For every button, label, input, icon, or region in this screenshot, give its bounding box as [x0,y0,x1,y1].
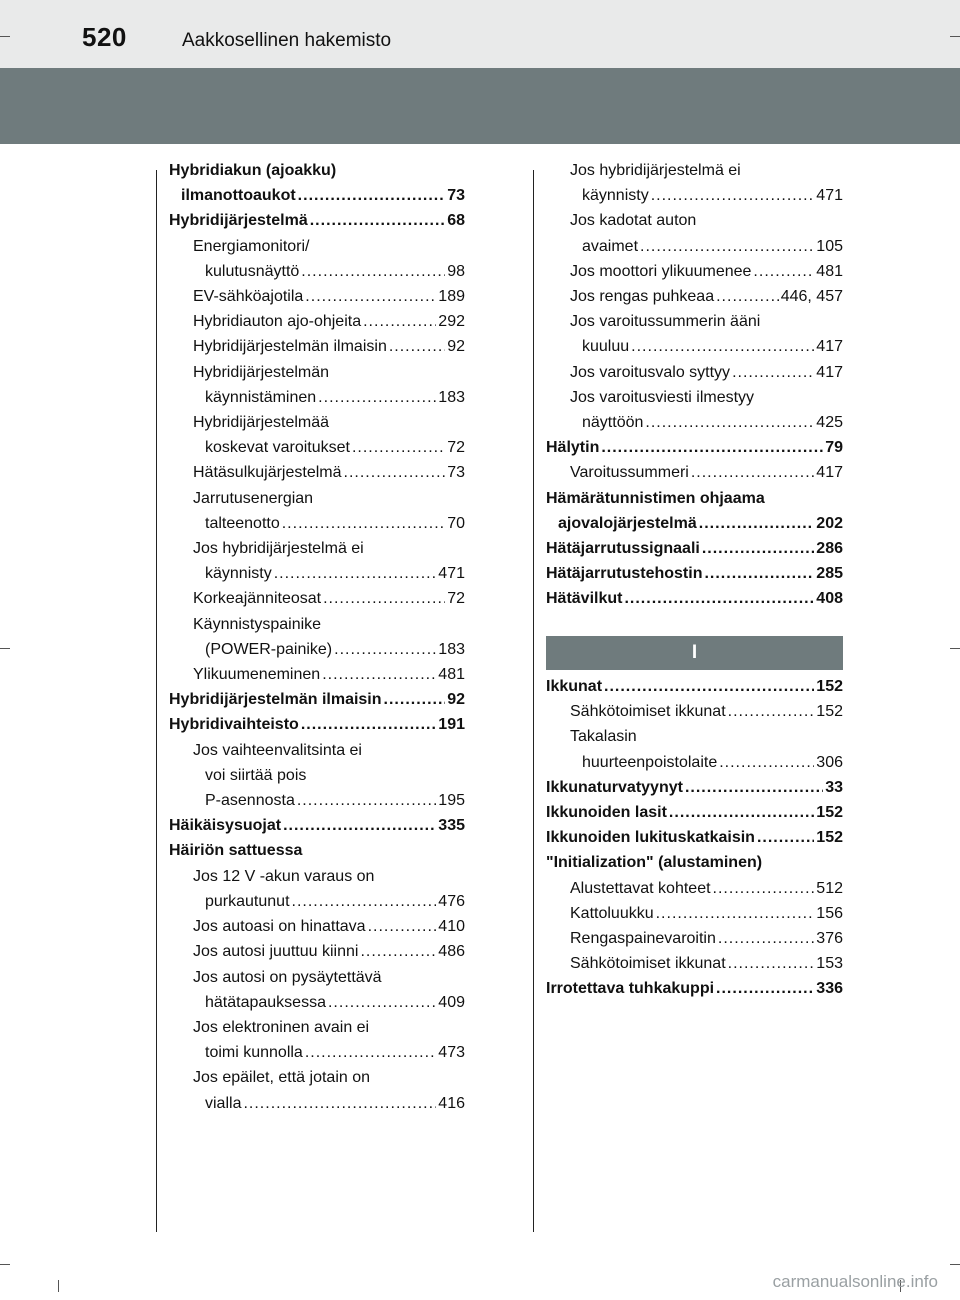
index-entry-text: Ikkunat [546,678,603,695]
index-entry [169,687,465,712]
index-entry-text: Jos hybridijärjestelmä ei [570,162,741,179]
watermark: carmanualsonline.info [772,1272,938,1291]
index-entry [169,712,465,737]
dot-leader [282,511,445,536]
index-page-number[interactable]: 473 [438,1044,465,1062]
index-entry [169,536,465,586]
index-entry [169,460,465,485]
index-page-number[interactable]: 471 [438,565,465,583]
index-page-number[interactable]: 417 [816,338,843,356]
index-page-number[interactable]: 292 [438,313,465,331]
index-entry-text: kuuluu [582,338,630,356]
index-page-number[interactable]: 512 [816,879,843,897]
crop-mark [950,36,960,37]
dot-leader [352,435,445,460]
dot-leader [640,234,814,259]
index-entry [546,586,843,611]
index-entry-text: Jos kadotat auton [570,212,697,230]
index-page-number[interactable]: 152 [816,829,843,847]
index-entry [169,486,465,536]
index-entry [546,435,843,460]
index-entry-text: Jos epäilet, että jotain on [193,1069,371,1087]
index-page-number[interactable]: 33 [825,778,843,796]
dot-leader [318,385,436,410]
index-entry [169,284,465,309]
index-entry [169,838,465,863]
index-entry [546,775,843,800]
dot-leader [702,536,814,561]
index-column-right-top [546,158,843,612]
index-page-number[interactable]: 417 [816,464,843,482]
index-entry-text: käynnistäminen [205,388,317,406]
index-page-number[interactable]: 481 [438,666,465,684]
index-entry [546,825,843,850]
index-entry [546,284,843,309]
index-entry-text: Jos autoasi on hinattava [193,918,366,936]
index-entry-text: huurteenpoistolaite [582,753,718,771]
index-entry [546,850,843,875]
dot-leader [685,775,823,800]
section-header-i: I [546,636,843,670]
index-entry-text: näyttöön [582,414,644,432]
index-page-number[interactable]: 481 [816,262,843,280]
index-entry-text: Sähkötoimiset ikkunat [570,955,726,973]
index-entry [169,309,465,334]
index-page-number[interactable]: 416 [438,1094,465,1112]
index-entry-text: Jos moottori ylikuumenee [570,262,752,280]
index-entry-text: Jos autosi juuttuu kiinni [193,943,359,961]
dot-leader [718,926,814,951]
index-page-number[interactable]: 189 [438,288,465,306]
index-entry-text: voi siirtää pois [205,766,307,784]
dot-leader [651,183,815,208]
index-entry [169,738,465,814]
index-entry-text: käynnisty [582,187,649,205]
dot-leader [328,990,436,1015]
dot-leader [691,460,814,485]
index-entry-text: käynnisty [205,565,272,583]
index-entry-text: Korkeajänniteosat [193,590,322,608]
dot-leader [297,788,436,813]
page-number: 520 [82,22,127,52]
index-entry-text: Jos varoitussummerin ääni [570,313,761,331]
index-entry-text: Hybridiauton ajo-ohjeita [193,313,362,331]
index-page-number[interactable]: 156 [816,904,843,922]
index-page-number[interactable]: 195 [438,792,465,810]
index-page-number[interactable]: 79 [825,439,843,457]
index-entry [169,334,465,359]
dot-leader [301,259,445,284]
index-entry-text: Energiamonitori/ [193,237,310,255]
dot-leader [363,309,436,334]
index-entry-text: Hybridijärjestelmän [193,363,330,381]
index-entry [169,586,465,611]
index-entry [546,536,843,561]
dot-leader [753,259,814,284]
index-entry [546,158,843,208]
index-entry [169,813,465,838]
dot-leader [298,183,446,208]
index-entry [546,674,843,699]
dot-leader [601,435,823,460]
index-entry-text: Käynnistyspainike [193,615,322,633]
page-header [0,0,960,68]
index-page-number[interactable]: 408 [816,590,843,608]
index-entry [546,724,843,774]
dot-leader [604,674,814,699]
dot-leader [292,889,437,914]
dot-leader [719,750,814,775]
dot-leader [283,813,436,838]
index-entry-text: vialla [205,1094,242,1112]
index-page-number[interactable]: 92 [447,691,465,709]
index-entry-text: Ikkunoiden lasit [546,804,667,822]
index-entry-text: talteenotto [205,514,280,532]
index-page-number[interactable]: 285 [816,565,843,583]
dot-leader [344,460,446,485]
index-page-number[interactable]: 409 [438,993,465,1011]
index-page-number[interactable]: 72 [447,439,465,457]
dot-leader [699,511,815,536]
index-page-number[interactable]: 98 [447,262,465,280]
index-entry [169,864,465,914]
index-page-number[interactable]: 73 [447,464,465,482]
index-entry-text: Ikkunoiden lukituskatkaisin [546,829,755,847]
index-entry-text: Häikäisysuojat [169,817,282,835]
index-page-number[interactable]: 70 [447,514,465,532]
index-entry-text: Hybridiakun (ajoakku) [169,162,337,179]
index-page-number[interactable]: 410 [438,918,465,936]
index-entry-text: Jos rengas puhkeaa [570,288,715,306]
index-entry-text: hätätapauksessa [205,993,326,1011]
dot-leader [704,561,814,586]
index-entry [546,561,843,586]
index-entry-text: Sähkötoimiset ikkunat [570,703,726,721]
index-entry-text: Ylikuumeneminen [193,666,321,684]
index-entry-text: EV-sähköajotila [193,288,304,306]
index-entry-text: avaimet [582,237,639,255]
index-entry-text: Hätäjarrutussignaali [546,540,700,558]
index-column-right-bottom [546,674,843,1002]
dot-leader [716,976,814,1001]
index-entry-text: Jos varoitusviesti ilmestyy [570,388,755,406]
center-column-rule [533,170,534,1232]
index-entry [169,612,465,662]
index-entry-text: Hybridijärjestelmä [169,212,308,230]
index-entry-text: Jarrutusenergian [193,489,314,507]
crop-mark [0,36,10,37]
dot-leader [384,687,446,712]
index-page-number[interactable]: 471 [816,187,843,205]
index-page-number[interactable]: 183 [438,640,465,658]
crop-mark [58,1280,59,1292]
index-entry [546,926,843,951]
index-entry-text: P-asennosta [205,792,295,810]
crop-mark [950,1264,960,1265]
index-entry [546,699,843,724]
page-title: Aakkosellinen hakemisto [182,30,392,51]
index-entry [546,309,843,359]
index-entry [169,208,465,233]
dot-leader [310,208,445,233]
dot-leader [713,876,815,901]
index-entry-text: Jos 12 V -akun varaus on [193,867,375,885]
index-page-number[interactable]: 68 [447,212,465,230]
index-page-number[interactable]: 183 [438,388,465,406]
index-entry [546,976,843,1001]
dot-leader [323,586,445,611]
index-entry-text: Takalasin [570,728,637,746]
index-entry-text: Alustettavat kohteet [570,879,711,897]
index-column-left [169,158,465,1116]
index-entry-text: koskevat varoitukset [205,439,350,457]
index-page-number[interactable]: 336 [816,980,843,998]
crop-mark [0,1264,10,1265]
index-entry-text: Hälytin [546,439,600,457]
index-entry-text: Kattoluukku [570,904,654,922]
index-entry [546,486,843,536]
index-page-number[interactable]: 105 [816,237,843,255]
index-page-number[interactable]: 417 [816,363,843,381]
index-entry-text: purkautunut [205,892,290,910]
index-entry [546,208,843,258]
dot-leader [360,939,436,964]
dot-leader [624,586,814,611]
index-page-number[interactable]: 286 [816,540,843,558]
index-entry [546,259,843,284]
dot-leader [301,712,436,737]
index-page-number[interactable]: 152 [816,703,843,721]
index-page-number[interactable]: 425 [816,414,843,432]
index-page-number[interactable]: 335 [438,817,465,835]
index-page-number[interactable]: 486 [438,943,465,961]
dot-leader [334,637,436,662]
index-entry [169,360,465,410]
index-page-number[interactable]: 376 [816,930,843,948]
dot-leader [243,1091,436,1116]
index-page-number[interactable]: 152 [816,678,843,695]
index-entry-text: Hämärätunnistimen ohjaama [546,489,765,507]
index-entry-text: kulutusnäyttö [205,262,300,280]
index-entry-text: Jos elektroninen avain ei [193,1018,370,1036]
index-page-number[interactable]: 306 [816,753,843,771]
dot-leader [669,800,814,825]
dot-leader [716,284,779,309]
index-entry-text: Jos hybridijärjestelmä ei [193,540,364,558]
index-entry [169,965,465,1015]
index-page-number[interactable]: 202 [816,514,843,532]
index-entry [546,360,843,385]
index-entry [169,1065,465,1115]
index-entry [546,800,843,825]
index-page-number[interactable]: 191 [438,716,465,734]
index-entry [169,158,465,208]
index-page-number[interactable]: 153 [816,955,843,973]
index-entry-text: (POWER-painike) [205,640,333,658]
dot-leader [305,1040,436,1065]
index-entry-text: Jos autosi on pysäytettävä [193,968,382,986]
header-band [0,68,960,144]
index-entry-text: "Initialization" (alustaminen) [546,854,763,872]
index-entry-text: ilmanottoaukot [181,187,296,205]
dot-leader [305,284,436,309]
index-entry-text: Irrotettava tuhkakuppi [546,980,715,998]
dot-leader [645,410,814,435]
index-entry [169,410,465,460]
index-entry-text: Hätäsulkujärjestelmä [193,464,342,482]
index-page-number[interactable]: 92 [447,338,465,356]
index-entry [546,460,843,485]
index-entry-text: ajovalojärjestelmä [558,514,697,532]
index-page-number[interactable]: 446, 457 [780,288,843,306]
index-page-number[interactable]: 476 [438,892,465,910]
index-entry-text: Hätävilkut [546,590,623,608]
dot-leader [728,951,815,976]
dot-leader [757,825,814,850]
left-column-rule [156,170,157,1232]
index-entry-text: Rengaspainevaroitin [570,930,716,948]
index-entry-text: Jos vaihteenvalitsinta ei [193,741,362,759]
index-entry-text: Hybridijärjestelmän ilmaisin [169,691,382,709]
index-page-number[interactable]: 72 [447,590,465,608]
index-entry-text: Hätäjarrutustehostin [546,565,703,583]
dot-leader [631,334,814,359]
index-page-number[interactable]: 73 [447,187,465,205]
crop-mark [950,648,960,649]
index-page-number[interactable]: 152 [816,804,843,822]
index-entry [169,939,465,964]
index-entry [546,901,843,926]
index-entry-text: Jos varoitusvalo syttyy [570,363,731,381]
index-entry [169,234,465,284]
dot-leader [732,360,814,385]
index-entry-text: Varoitussummeri [570,464,689,482]
index-entry-text: Hybridivaihteisto [169,716,299,734]
dot-leader [322,662,436,687]
crop-mark [0,648,10,649]
index-entry [169,1015,465,1065]
dot-leader [728,699,815,724]
index-entry-text: Ikkunaturvatyynyt [546,778,683,796]
dot-leader [389,334,445,359]
dot-leader [656,901,815,926]
index-entry-text: Hybridijärjestelmää [193,414,330,432]
index-entry-text: Häiriön sattuessa [169,842,303,860]
index-entry [169,662,465,687]
index-entry [546,876,843,901]
dot-leader [368,914,437,939]
index-entry [169,914,465,939]
index-entry-text: Hybridijärjestelmän ilmaisin [193,338,387,356]
index-entry [546,385,843,435]
dot-leader [274,561,437,586]
index-entry-text: toimi kunnolla [205,1044,303,1062]
index-entry [546,951,843,976]
